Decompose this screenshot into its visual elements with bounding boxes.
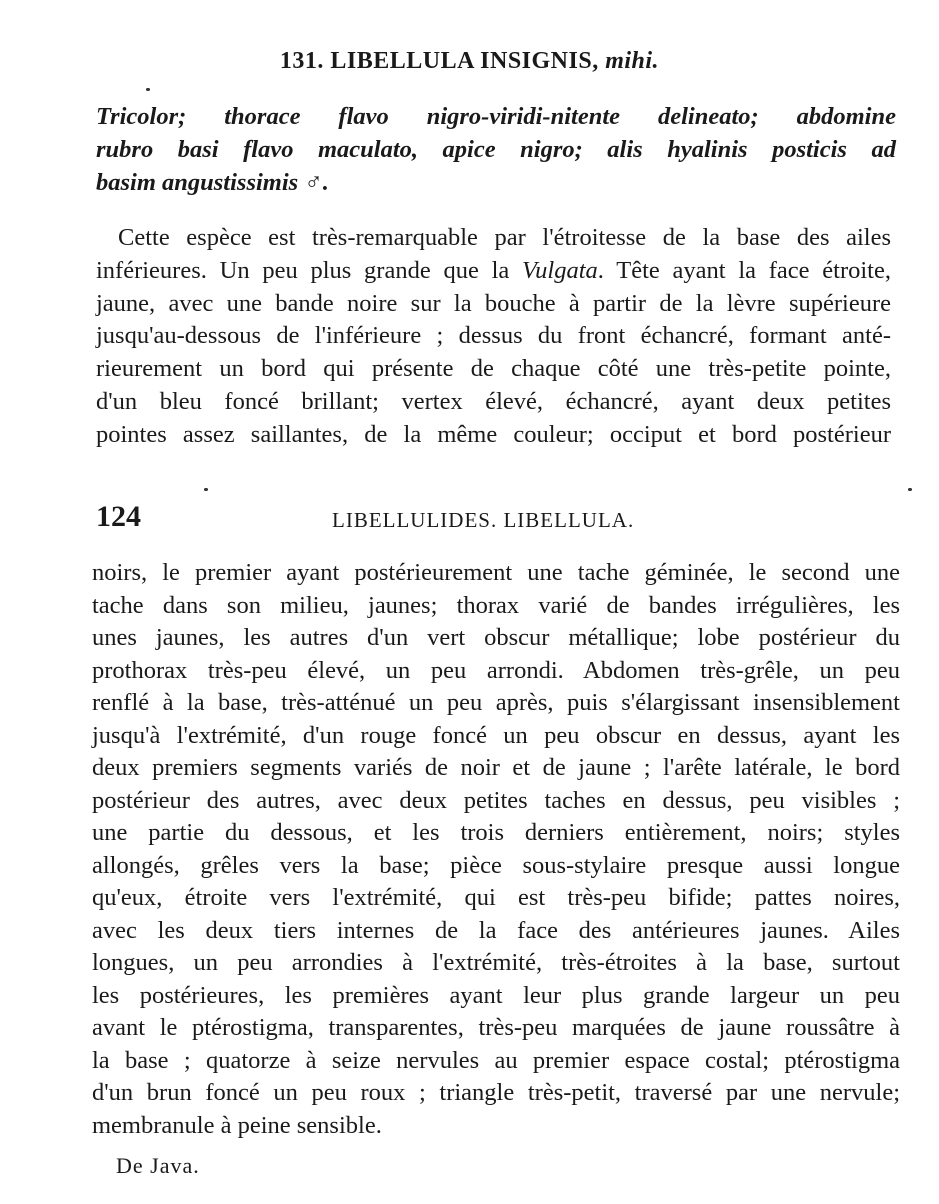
text-line: jaune, avec une bande noire sur la bouche à partir de la lèvre supérieure bbox=[96, 289, 891, 317]
text-line: tache dans son milieu, jaunes; thorax varié de bandes irrégulières, les bbox=[92, 591, 900, 619]
text-line: avant le ptérostigma, transparentes, très-peu marquées de jaune roussâtre à bbox=[92, 1014, 900, 1041]
text-line: les postérieures, les premières ayant leur plus grande largeur un peu bbox=[92, 981, 900, 1009]
text-line: une partie du dessous, et les trois derniers entièrement, noirs; styles bbox=[92, 819, 900, 846]
text-line: inférieures. Un peu plus grande que la Vulgata. Tête ayant la face étroite, bbox=[96, 256, 891, 284]
latin-diagnosis bbox=[96, 100, 896, 199]
text-line: allongés, grêles vers la base; pièce sous-stylaire presque aussi longue bbox=[92, 851, 900, 879]
text-line: d'un brun foncé un peu roux ; triangle très-petit, traversé par une nervule; bbox=[92, 1079, 900, 1106]
text-line: prothorax très-peu élevé, un peu arrondi. Abdomen très-grêle, un peu bbox=[92, 656, 900, 684]
text-line: jusqu'à l'extrémité, d'un rouge foncé un peu obscur en dessus, ayant les bbox=[92, 721, 900, 749]
text-line: longues, un peu arrondies à l'extrémité, très-étroites à la base, surtout bbox=[92, 949, 900, 976]
text-line: d'un bleu foncé brillant; vertex élevé, échancré, ayant deux petites bbox=[96, 387, 891, 415]
print-speck bbox=[146, 88, 150, 91]
text-line: la base ; quatorze à seize nervules au premier espace costal; ptérostigma bbox=[92, 1046, 900, 1074]
text-line: renflé à la base, très-atténué un peu après, puis s'élargissant insensiblement bbox=[92, 689, 900, 716]
species-heading-name: 131. LIBELLULA INSIGNIS bbox=[279, 48, 593, 74]
text-line: postérieur des autres, avec deux petites taches en dessus, peu visibles ; bbox=[92, 786, 900, 814]
text-line: membranule à peine sensible. bbox=[92, 1111, 382, 1139]
text-line: deux premiers segments variés de noir et de jaune ; l'arête latérale, le bord bbox=[92, 754, 900, 781]
species-heading-author: mihi. bbox=[605, 48, 660, 74]
text-line: jusqu'au-dessous de l'inférieure ; dessus du front échancré, formant anté- bbox=[96, 322, 891, 350]
running-title: LIBELLULIDES. LIBELLULA. bbox=[332, 508, 635, 532]
diagnosis-line: rubro basi flavo maculato, apice nigro; alis hyalinis posticis ad bbox=[96, 136, 896, 163]
text-line: noirs, le premier ayant postérieurement une tache géminée, le second une bbox=[92, 559, 900, 586]
page-number: 124 bbox=[96, 500, 141, 533]
description-paragraph-2 bbox=[92, 557, 900, 1142]
locality: De Java. bbox=[116, 1153, 200, 1178]
text-line: unes jaunes, les autres d'un vert obscur métallique; lobe postérieur du bbox=[92, 624, 900, 651]
text-line: rieurement un bord qui présente de chaque côté une très-petite pointe, bbox=[96, 355, 891, 383]
print-speck bbox=[204, 488, 208, 491]
diagnosis-line: basim angustissimis ♂. bbox=[96, 169, 329, 196]
text-line: qu'eux, étroite vers l'extrémité, qui est très-peu bifide; pattes noires, bbox=[92, 884, 900, 911]
text-line: pointes assez saillantes, de la même couleur; occiput et bord postérieur bbox=[96, 420, 891, 448]
diagnosis-line: Tricolor; thorace flavo nigro-viridi-nitente delineato; abdomine bbox=[96, 103, 896, 130]
print-speck bbox=[908, 488, 912, 491]
text-line: avec les deux tiers internes de la face des antérieures jaunes. Ailes bbox=[92, 916, 900, 944]
text-line: Cette espèce est très-remarquable par l'étroitesse de la base des ailes bbox=[118, 224, 891, 251]
description-paragraph-1 bbox=[96, 222, 891, 452]
running-head bbox=[96, 500, 896, 536]
species-heading: 131. LIBELLULA INSIGNIS, mihi. bbox=[279, 48, 660, 74]
